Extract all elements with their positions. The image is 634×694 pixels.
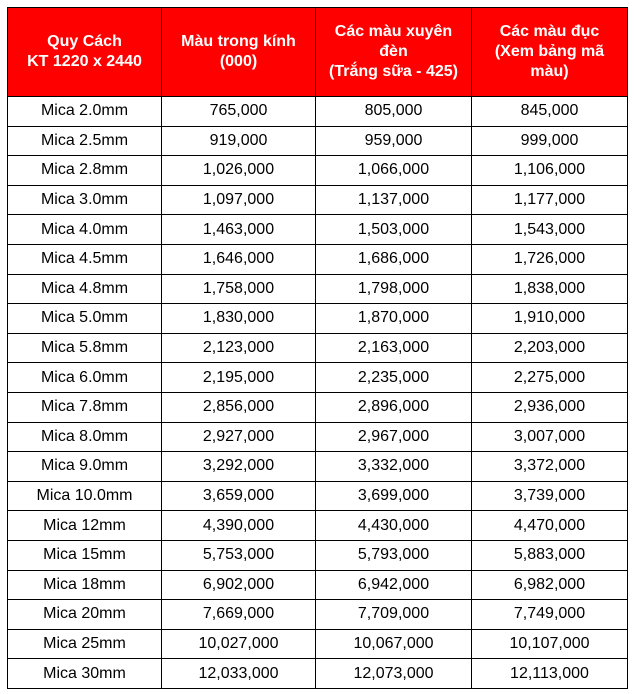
header-translucent-line-3: (Trắng sữa - 425) [329, 63, 458, 80]
cell-price-clear: 3,292,000 [162, 452, 316, 482]
header-row [8, 8, 628, 97]
cell-price-translucent: 7,709,000 [316, 600, 472, 630]
header-spec-line-2: KT 1220 x 2440 [27, 53, 142, 70]
cell-price-translucent: 2,163,000 [316, 333, 472, 363]
cell-price-clear: 1,463,000 [162, 215, 316, 245]
cell-price-opaque: 3,007,000 [472, 422, 628, 452]
cell-price-translucent: 2,967,000 [316, 422, 472, 452]
cell-price-opaque: 1,726,000 [472, 244, 628, 274]
cell-spec: Mica 3.0mm [8, 185, 162, 215]
cell-price-opaque: 5,883,000 [472, 540, 628, 570]
cell-price-clear: 1,758,000 [162, 274, 316, 304]
table-row [8, 244, 628, 274]
cell-price-clear: 12,033,000 [162, 659, 316, 689]
header-opaque-line-3: màu) [530, 63, 569, 80]
cell-price-opaque: 2,203,000 [472, 333, 628, 363]
cell-price-translucent: 1,686,000 [316, 244, 472, 274]
cell-price-translucent: 1,798,000 [316, 274, 472, 304]
cell-spec: Mica 4.5mm [8, 244, 162, 274]
table-row [8, 97, 628, 127]
cell-spec: Mica 8.0mm [8, 422, 162, 452]
cell-spec: Mica 12mm [8, 511, 162, 541]
cell-spec: Mica 4.0mm [8, 215, 162, 245]
cell-price-opaque: 4,470,000 [472, 511, 628, 541]
header-clear-line-2: (000) [219, 53, 258, 70]
table-row [8, 422, 628, 452]
cell-price-clear: 765,000 [162, 97, 316, 127]
cell-price-clear: 6,902,000 [162, 570, 316, 600]
cell-price-clear: 919,000 [162, 126, 316, 156]
cell-price-clear: 1,026,000 [162, 156, 316, 186]
table-row [8, 511, 628, 541]
cell-spec: Mica 9.0mm [8, 452, 162, 482]
cell-spec: Mica 18mm [8, 570, 162, 600]
cell-price-translucent: 4,430,000 [316, 511, 472, 541]
cell-price-opaque: 3,739,000 [472, 481, 628, 511]
table-row [8, 629, 628, 659]
cell-price-opaque: 1,838,000 [472, 274, 628, 304]
table-row [8, 304, 628, 334]
cell-price-clear: 2,856,000 [162, 392, 316, 422]
header-translucent [316, 8, 472, 97]
cell-price-clear: 1,097,000 [162, 185, 316, 215]
cell-price-translucent: 1,137,000 [316, 185, 472, 215]
cell-spec: Mica 5.8mm [8, 333, 162, 363]
header-opaque [472, 8, 628, 97]
table-row [8, 215, 628, 245]
cell-price-translucent: 1,503,000 [316, 215, 472, 245]
cell-price-clear: 4,390,000 [162, 511, 316, 541]
cell-price-clear: 7,669,000 [162, 600, 316, 630]
cell-price-opaque: 12,113,000 [472, 659, 628, 689]
cell-spec: Mica 2.5mm [8, 126, 162, 156]
table-body [8, 97, 628, 689]
header-translucent-line-2: đèn [379, 43, 408, 60]
cell-price-translucent: 805,000 [316, 97, 472, 127]
cell-price-translucent: 1,066,000 [316, 156, 472, 186]
cell-spec: Mica 10.0mm [8, 481, 162, 511]
cell-price-translucent: 12,073,000 [316, 659, 472, 689]
table-row [8, 363, 628, 393]
header-opaque-line-1: Các màu đục [499, 23, 600, 40]
cell-spec: Mica 5.0mm [8, 304, 162, 334]
cell-price-opaque: 6,982,000 [472, 570, 628, 600]
cell-spec: Mica 20mm [8, 600, 162, 630]
cell-spec: Mica 30mm [8, 659, 162, 689]
cell-price-opaque: 845,000 [472, 97, 628, 127]
cell-price-opaque: 1,106,000 [472, 156, 628, 186]
cell-spec: Mica 15mm [8, 540, 162, 570]
header-spec-line-1: Quy Cách [47, 33, 122, 50]
cell-price-clear: 2,123,000 [162, 333, 316, 363]
cell-price-opaque: 1,177,000 [472, 185, 628, 215]
cell-spec: Mica 25mm [8, 629, 162, 659]
cell-price-clear: 1,646,000 [162, 244, 316, 274]
cell-price-clear: 5,753,000 [162, 540, 316, 570]
cell-price-clear: 3,659,000 [162, 481, 316, 511]
cell-price-opaque: 7,749,000 [472, 600, 628, 630]
cell-price-opaque: 1,910,000 [472, 304, 628, 334]
cell-spec: Mica 2.0mm [8, 97, 162, 127]
cell-price-clear: 10,027,000 [162, 629, 316, 659]
table-row [8, 392, 628, 422]
cell-spec: Mica 7.8mm [8, 392, 162, 422]
table-row [8, 126, 628, 156]
cell-spec: Mica 4.8mm [8, 274, 162, 304]
table-row [8, 452, 628, 482]
header-clear [162, 8, 316, 97]
table-row [8, 540, 628, 570]
cell-price-clear: 2,927,000 [162, 422, 316, 452]
table-row [8, 185, 628, 215]
cell-price-opaque: 2,275,000 [472, 363, 628, 393]
cell-price-translucent: 10,067,000 [316, 629, 472, 659]
cell-price-translucent: 3,699,000 [316, 481, 472, 511]
cell-price-clear: 2,195,000 [162, 363, 316, 393]
cell-price-opaque: 1,543,000 [472, 215, 628, 245]
cell-price-opaque: 10,107,000 [472, 629, 628, 659]
cell-price-translucent: 5,793,000 [316, 540, 472, 570]
table-row [8, 481, 628, 511]
cell-price-opaque: 2,936,000 [472, 392, 628, 422]
cell-spec: Mica 2.8mm [8, 156, 162, 186]
cell-price-clear: 1,830,000 [162, 304, 316, 334]
cell-price-translucent: 959,000 [316, 126, 472, 156]
table-row [8, 156, 628, 186]
price-table [7, 7, 628, 689]
header-spec [8, 8, 162, 97]
cell-price-translucent: 1,870,000 [316, 304, 472, 334]
cell-price-translucent: 2,235,000 [316, 363, 472, 393]
table-row [8, 570, 628, 600]
table-row [8, 274, 628, 304]
table-row [8, 333, 628, 363]
header-translucent-line-1: Các màu xuyên [334, 23, 453, 40]
header-opaque-line-2: (Xem bảng mã [494, 43, 605, 60]
cell-price-opaque: 999,000 [472, 126, 628, 156]
table-row [8, 659, 628, 689]
cell-price-translucent: 6,942,000 [316, 570, 472, 600]
table-row [8, 600, 628, 630]
cell-price-opaque: 3,372,000 [472, 452, 628, 482]
cell-price-translucent: 2,896,000 [316, 392, 472, 422]
cell-spec: Mica 6.0mm [8, 363, 162, 393]
header-clear-line-1: Màu trong kính [181, 33, 296, 50]
cell-price-translucent: 3,332,000 [316, 452, 472, 482]
